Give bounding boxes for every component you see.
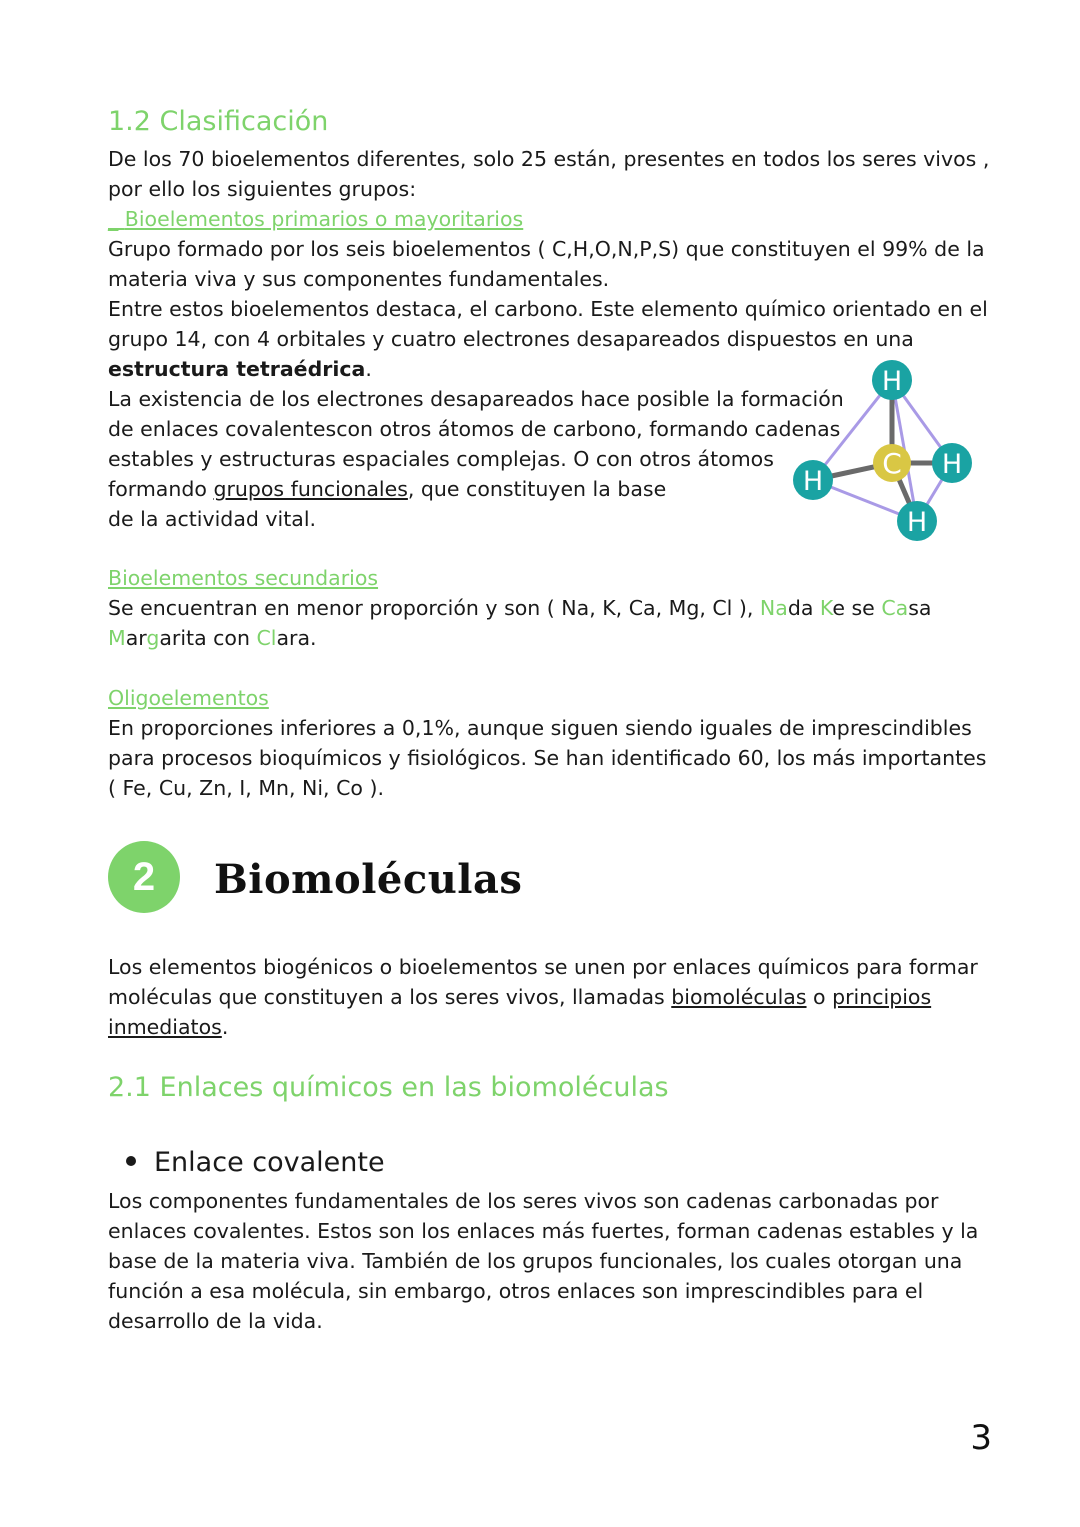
text-line: Los componentes fundamentales de los seres vivos son cadenas carbonadas por [108,1189,939,1213]
mnemonic-highlight: g [146,626,160,650]
subheading-oligo-title: Oligoelementos [108,686,269,710]
section-number-badge: 2 [108,841,180,913]
mnemonic-text: ar [125,626,147,650]
hydrogen-label: H [802,466,824,497]
mnemonic-highlight: Cl [256,626,277,650]
mnemonic-text: e se [832,596,882,620]
covalente-paragraph [108,1186,978,1336]
text-fragment: o [806,985,833,1009]
link-principios[interactable]: principios [832,985,932,1009]
carbon-label: C [882,447,902,480]
text-line: de enlaces covalentescon otros átomos de carbono, formando cadenas [108,417,841,441]
mnemonic-text: arita con [159,626,257,650]
text-line: de la actividad vital. [108,507,317,531]
mnemonic-line-1 [760,596,932,620]
text-line: función a esa molécula, sin embargo, otros enlaces son imprescindibles para el [108,1279,924,1303]
text-line [108,593,931,623]
mnemonic-highlight: Na [759,596,788,620]
mnemonic-text: ara. [276,626,317,650]
bullet-dot [126,1156,136,1166]
text-fragment: formando [108,477,214,501]
link-grupos-funcionales[interactable]: grupos funcionales [213,477,408,501]
heading-enlaces-quimicos: 2.1 Enlaces químicos en las biomoléculas [108,1072,669,1103]
page-number: 3 [970,1418,992,1458]
text-line: materia viva y sus componentes fundamentales. [108,267,610,291]
subheading-secundarios-title: Bioelementos secundarios [108,566,379,590]
link-inmediatos[interactable]: inmediatos [108,1015,222,1039]
secundarios-paragraph [108,593,931,653]
bullet-text: Enlace covalente [154,1147,385,1178]
text-line: Los elementos biogénicos o bioelementos se unen por enlaces químicos para formar [108,955,978,979]
mnemonic-text: da [787,596,820,620]
text-line: Grupo formado por los seis bioelementos ( C,H,O,N,P,S) que constituyen el 99% de la [108,237,985,261]
hydrogen-label: H [941,449,963,480]
text-line: desarrollo de la vida. [108,1309,323,1333]
text-line: estables y estructuras espaciales complejas. O con otros átomos [108,447,774,471]
text-fragment: moléculas que constituyen a los seres vivos, llamadas [108,985,672,1009]
hydrogen-label: H [881,366,903,397]
text-line: En proporciones inferiores a 0,1%, aunque siguen siendo iguales de imprescindibles [108,716,972,740]
text-line: para procesos bioquímicos y fisiológicos. Se han identificado 60, los más importantes [108,746,987,770]
oligo-paragraph [108,713,986,803]
mnemonic-line-2 [108,623,931,653]
mnemonic-highlight: K [819,596,833,620]
text-fragment: Se encuentran en menor proporción y son ( Na, K, Ca, Mg, Cl ), [108,596,760,620]
subheading-oligoelementos [108,683,269,713]
text-fragment: . [221,1015,229,1039]
text-fragment: , que constituyen la base [407,477,667,501]
tetrahedral-methane-illustration [786,356,978,548]
text-line [108,1012,978,1042]
heading-clasificacion: 1.2 Clasificación [108,106,329,137]
subheading-secundarios [108,563,378,593]
section-title-biomoleculas: Biomoléculas [214,856,523,903]
text-line: enlaces covalentes. Estos son los enlaces más fuertes, forman cadenas estables y la [108,1219,979,1243]
text-line: De los 70 bioelementos diferentes, solo 25 están, presentes en todos los seres vivos , [108,147,990,171]
text-line: Entre estos bioelementos destaca, el carbono. Este elemento químico orientado en el [108,297,988,321]
text-line: por ello los siguientes grupos: [108,177,417,201]
link-biomoleculas[interactable]: biomoléculas [671,985,807,1009]
biomoleculas-paragraph [108,952,978,1042]
bold-term: estructura tetraédrica [108,357,366,381]
intro-paragraph [108,144,989,204]
text-line: La existencia de los electrones desapareados hace posible la formación [108,387,844,411]
bullet-enlace-covalente [126,1147,385,1178]
mnemonic-highlight: Ca [881,596,909,620]
text-line: ( Fe, Cu, Zn, I, Mn, Ni, Co ). [108,776,384,800]
hydrogen-label: H [906,507,928,538]
bold-after: . [365,357,372,381]
mnemonic-text: sa [908,596,932,620]
subheading-primarios [108,204,523,234]
subheading-prefix: _ [108,207,125,231]
mnemonic-highlight: M [108,626,126,650]
subheading-primarios-title: Bioelementos primarios o mayoritarios [124,207,524,231]
text-line [108,982,978,1012]
text-line: grupo 14, con 4 orbitales y cuatro electrones desapareados dispuestos en una [108,327,914,351]
text-line: base de la materia viva. También de los grupos funcionales, los cuales otorgan una [108,1249,963,1273]
